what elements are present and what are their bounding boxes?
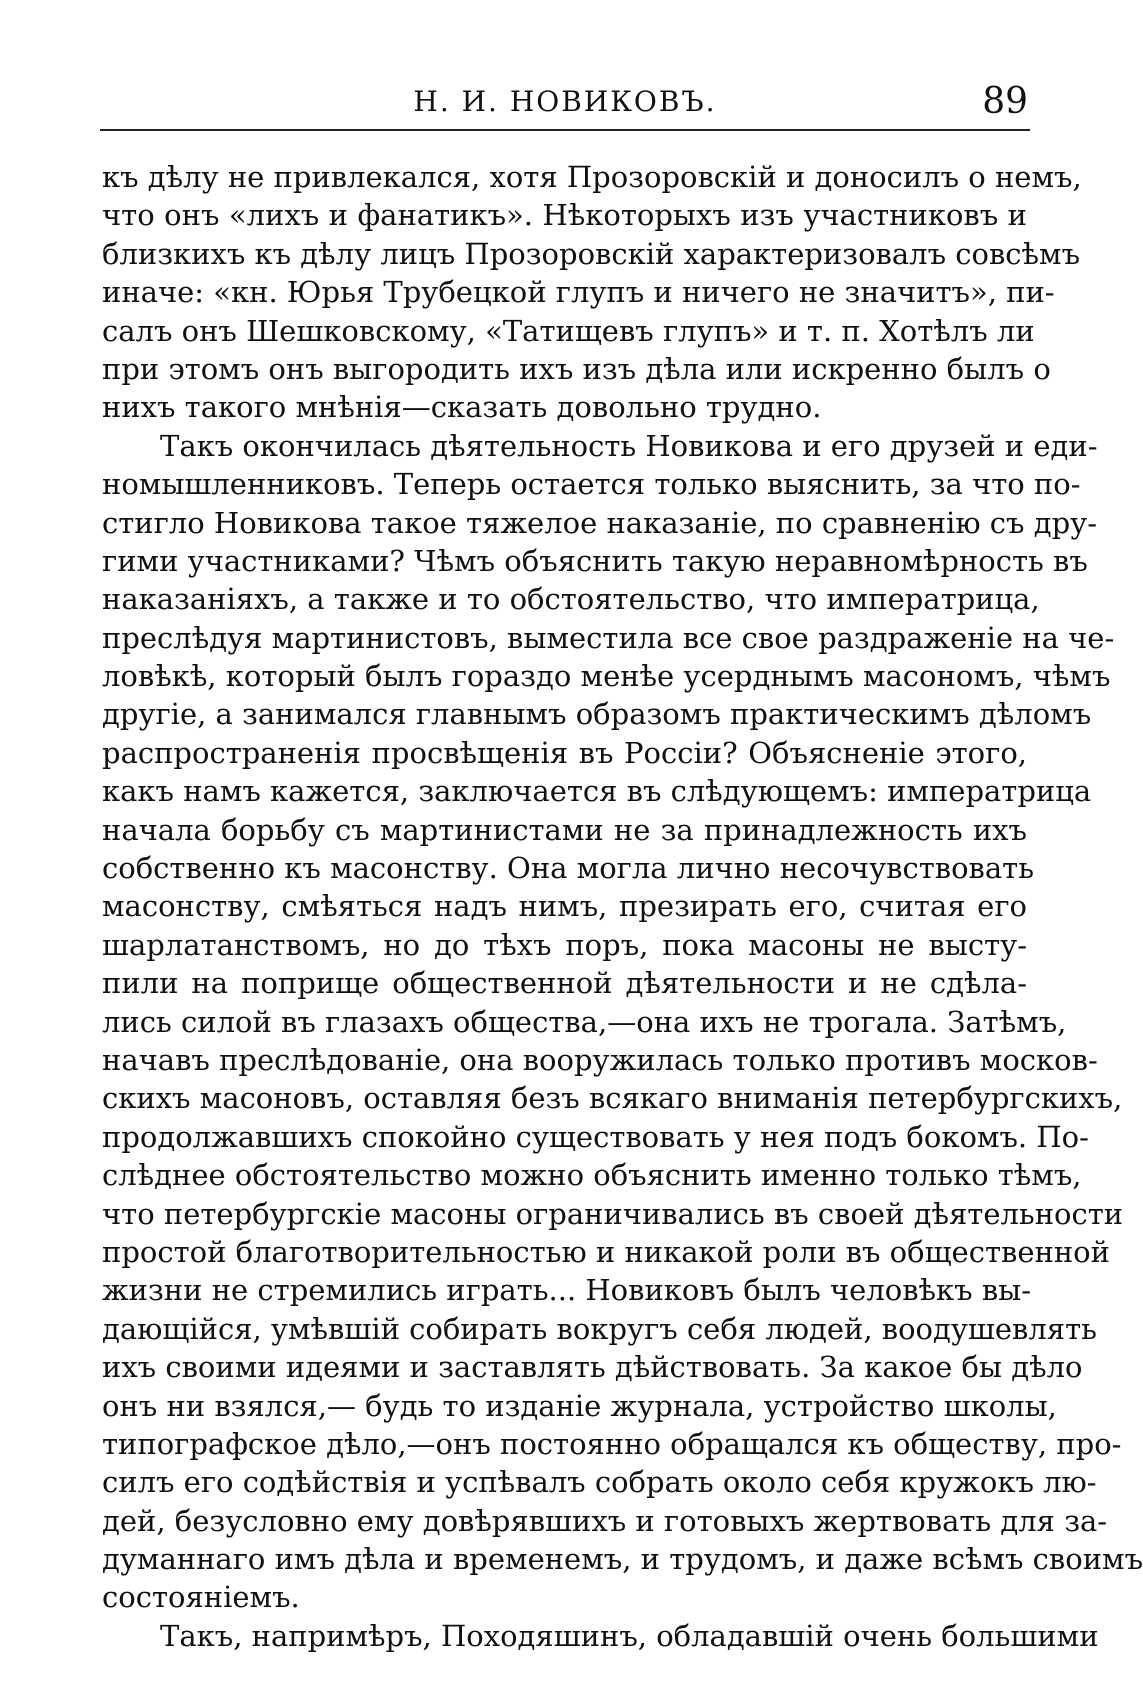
page-number: 89 (982, 81, 1028, 122)
text-line: преслѣдуя мартинистовъ, выместила все свое раздраженіе на че- (102, 620, 1115, 655)
text-line: силъ его содѣйствія и успѣвалъ собрать около себя кружокъ лю- (102, 1465, 1097, 1500)
header-rule (100, 129, 1030, 131)
text-line: продолжавшихъ спокойно существовать у нея подъ бокомъ. По- (102, 1119, 1089, 1154)
text-line: какъ намъ кажется, заключается въ слѣдующемъ: императрица (102, 774, 1092, 809)
text-line: распространенія просвѣщенія въ Россіи? Объясненіе этого, (102, 735, 1027, 770)
text-line: близкихъ къ дѣлу лицъ Прозоровскій характеризовалъ совсѣмъ (102, 236, 1081, 271)
text-line: при этомъ онъ выгородить ихъ изъ дѣла или искренно былъ о (102, 351, 1051, 386)
text-line: стигло Новикова такое тяжелое наказаніе, по сравненію съ дру- (102, 505, 1097, 540)
text-line: шарлатанствомъ, но до тѣхъ поръ, пока масоны не высту- (102, 927, 1027, 962)
text-line: гими участниками? Чѣмъ объяснить такую неравномѣрность въ (102, 543, 1088, 578)
text-line: лись силой въ глазахъ общества,—она ихъ не трогала. Затѣмъ, (102, 1004, 1067, 1039)
text-line: начавъ преслѣдованіе, она вооружилась только противъ москов- (102, 1042, 1098, 1077)
text-line: наказаніяхъ, а также и то обстоятельство, что императрица, (102, 582, 1040, 617)
text-line: номышленниковъ. Теперь остается только выяснить, за что по- (102, 467, 1081, 502)
text-line: иначе: «кн. Юрья Трубецкой глупъ и ничего не значитъ», пи- (102, 275, 1055, 310)
text-line: скихъ масоновъ, оставляя безъ всякаго вниманія петербургскихъ, (102, 1081, 1123, 1116)
text-line: начала борьбу съ мартинистами не за принадлежность ихъ (102, 812, 1027, 847)
text-line: пили на поприще общественной дѣятельности и не сдѣла- (102, 966, 1027, 1001)
text-line: другіе, а занимался главнымъ образомъ практическимъ дѣломъ (102, 697, 1092, 732)
text-line: дающійся, умѣвшій собирать вокругъ себя людей, воодушевлять (102, 1311, 1097, 1346)
text-line: масонству, смѣяться надъ нимъ, презирать его, считая его (102, 889, 1027, 924)
text-line: дей, безусловно ему довѣрявшихъ и готовыхъ жертвовать для за- (102, 1503, 1108, 1538)
text-line: жизни не стремились играть... Новиковъ былъ человѣкъ вы- (102, 1273, 1032, 1308)
text-line: Такъ окончилась дѣятельность Новикова и его друзей и еди- (160, 428, 1098, 463)
text-line: типографское дѣло,—онъ постоянно обращался къ обществу, про- (102, 1426, 1122, 1461)
text-line: простой благотворительностью и никакой роли въ общественной (102, 1234, 1110, 1269)
text-line: что онъ «лихъ и фанатикъ». Нѣкоторыхъ изъ участниковъ и (102, 198, 1027, 233)
text-line: слѣднее обстоятельство можно объяснить именно только тѣмъ, (102, 1158, 1082, 1193)
running-title: Н. И. НОВИКОВЪ. (413, 85, 717, 118)
text-line: что петербургскіе масоны ограничивались въ своей дѣятельности (102, 1196, 1124, 1231)
text-line: онъ ни взялся,— будь то изданіе журнала, устройство школы, (102, 1388, 1057, 1423)
text-line: состояніемъ. (102, 1580, 300, 1615)
text-line: нихъ такого мнѣнія—сказать довольно трудно. (102, 390, 822, 425)
text-line: ихъ своими идеями и заставлять дѣйствовать. За какое бы дѣло (102, 1350, 1083, 1385)
text-line: собственно къ масонству. Она могла лично несочувствовать (102, 851, 1035, 886)
text-line: думаннаго имъ дѣла и временемъ, и трудомъ, и даже всѣмъ своимъ (102, 1542, 1143, 1577)
page-header (100, 81, 1030, 133)
text-line: ловѣкѣ, который былъ гораздо менѣе усерднымъ масономъ, чѣмъ (102, 659, 1111, 694)
text-line: къ дѣлу не привлекался, хотя Прозоровскій и доносилъ о немъ, (102, 160, 1082, 194)
text-line: Такъ, напримѣръ, Походяшинъ, обладавшій очень большими (160, 1618, 1099, 1653)
body-text (102, 158, 1143, 1655)
text-line: салъ онъ Шешковскому, «Татищевъ глупъ» и т. п. Хотѣлъ ли (102, 313, 1035, 348)
